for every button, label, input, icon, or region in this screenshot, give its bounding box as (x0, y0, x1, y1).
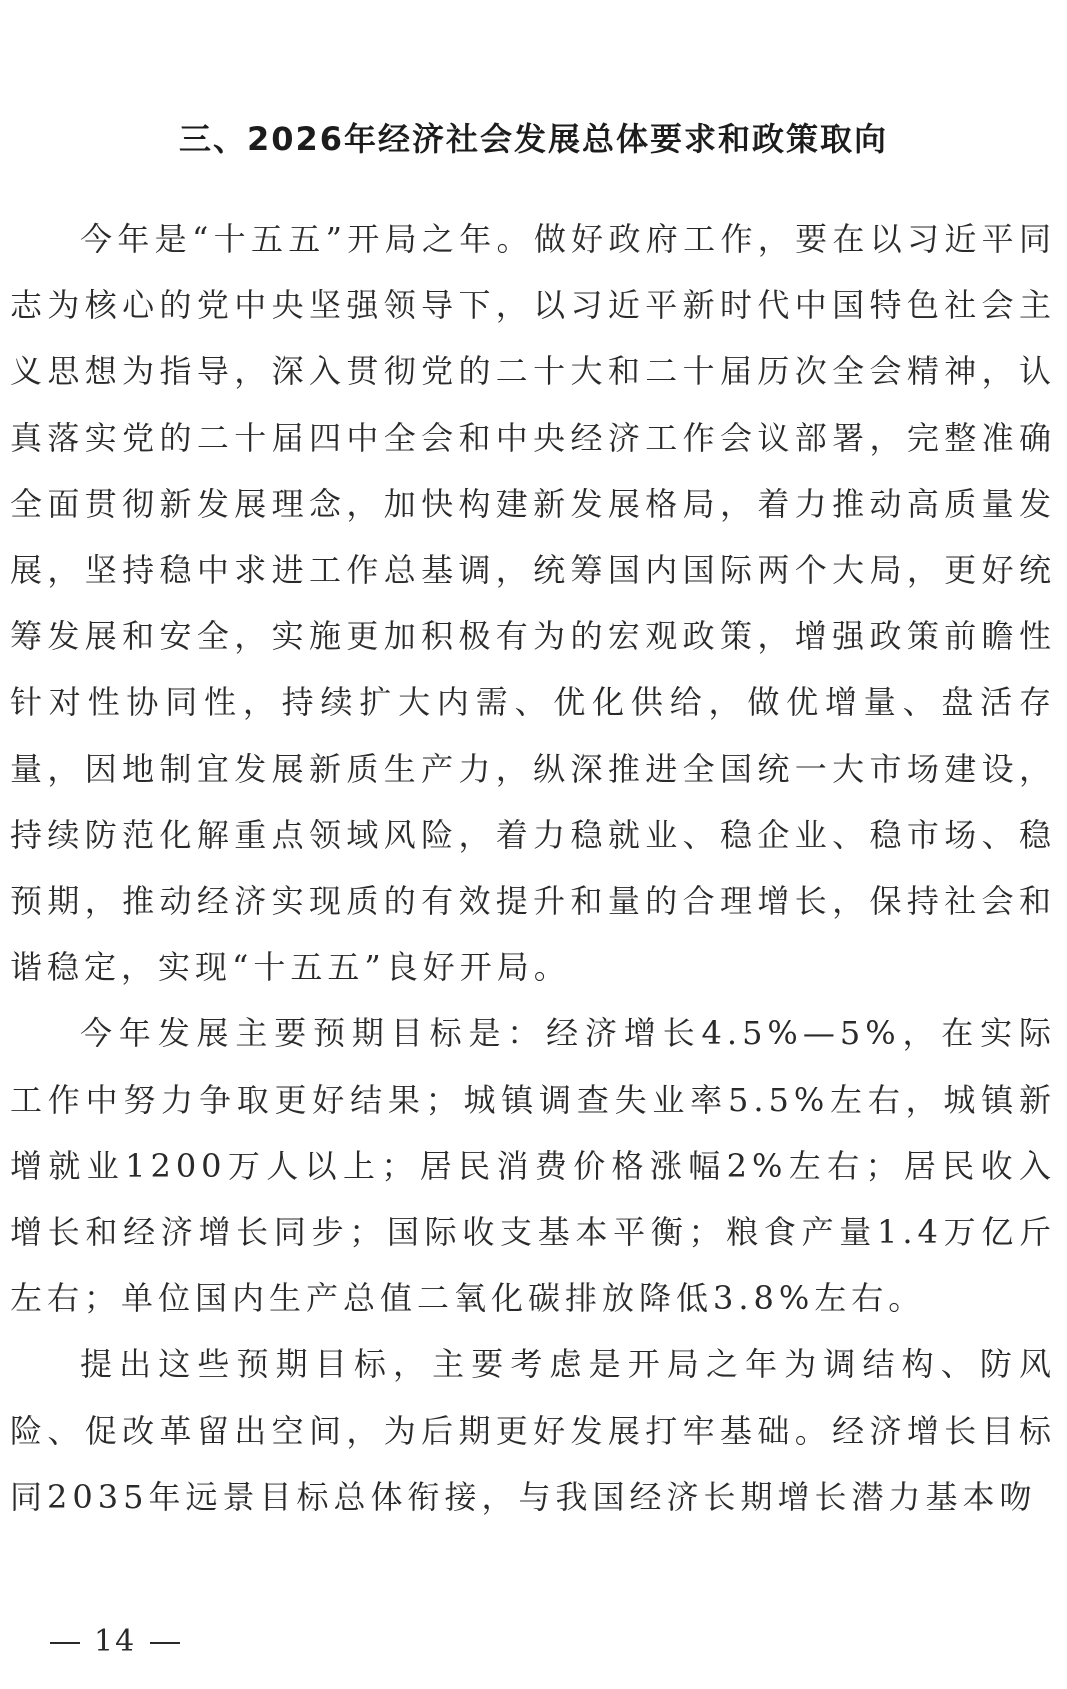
paragraph-1: 今年是“十五五”开局之年。做好政府工作，要在以习近平同志为核心的党中央坚强领导下，以习近平新时代中国特色社会主义思想为指导，深入贯彻党的二十大和二十届历次全会精神，认真落实党的二十届四中全会和中央经济工作会议部署，完整准确全面贯彻新发展理念，加快构建新发展格局，着力推动高质量发展，坚持稳中求进工作总基调，统筹国内国际两个大局，更好统筹发展和安全，实施更加积极有为的宏观政策，增强政策前瞻性针对性协同性，持续扩大内需、优化供给，做优增量、盘活存量，因地制宜发展新质生产力，纵深推进全国统一大市场建设，持续防范化解重点领域风险，着力稳就业、稳企业、稳市场、稳预期，推动经济实现质的有效提升和量的合理增长，保持社会和谐稳定，实现“十五五”良好开局。 (10, 220, 1056, 987)
paragraph-3: 提出这些预期目标，主要考虑是开局之年为调结构、防风险、促改革留出空间，为后期更好发展打牢基础。经济增长目标同2035年远景目标总体衔接，与我国经济长期增长潜力基本吻 (10, 1345, 1056, 1516)
footer-dash-right (150, 1642, 180, 1644)
body-text (10, 206, 1056, 1530)
page-number: 14 (94, 1624, 137, 1659)
page-footer (36, 1622, 194, 1662)
section-heading: 三、2026年经济社会发展总体要求和政策取向 (178, 120, 889, 159)
footer-dash-left (50, 1642, 80, 1644)
paragraph-2: 今年发展主要预期目标是：经济增长4.5%—5%，在实际工作中努力争取更好结果；城镇调查失业率5.5%左右，城镇新增就业1200万人以上；居民消费价格涨幅2%左右；居民收入增长和经济增长同步；国际收支基本平衡；粮食产量1.4万亿斤左右；单位国内生产总值二氧化碳排放降低3.8%左右。 (10, 1014, 1056, 1318)
